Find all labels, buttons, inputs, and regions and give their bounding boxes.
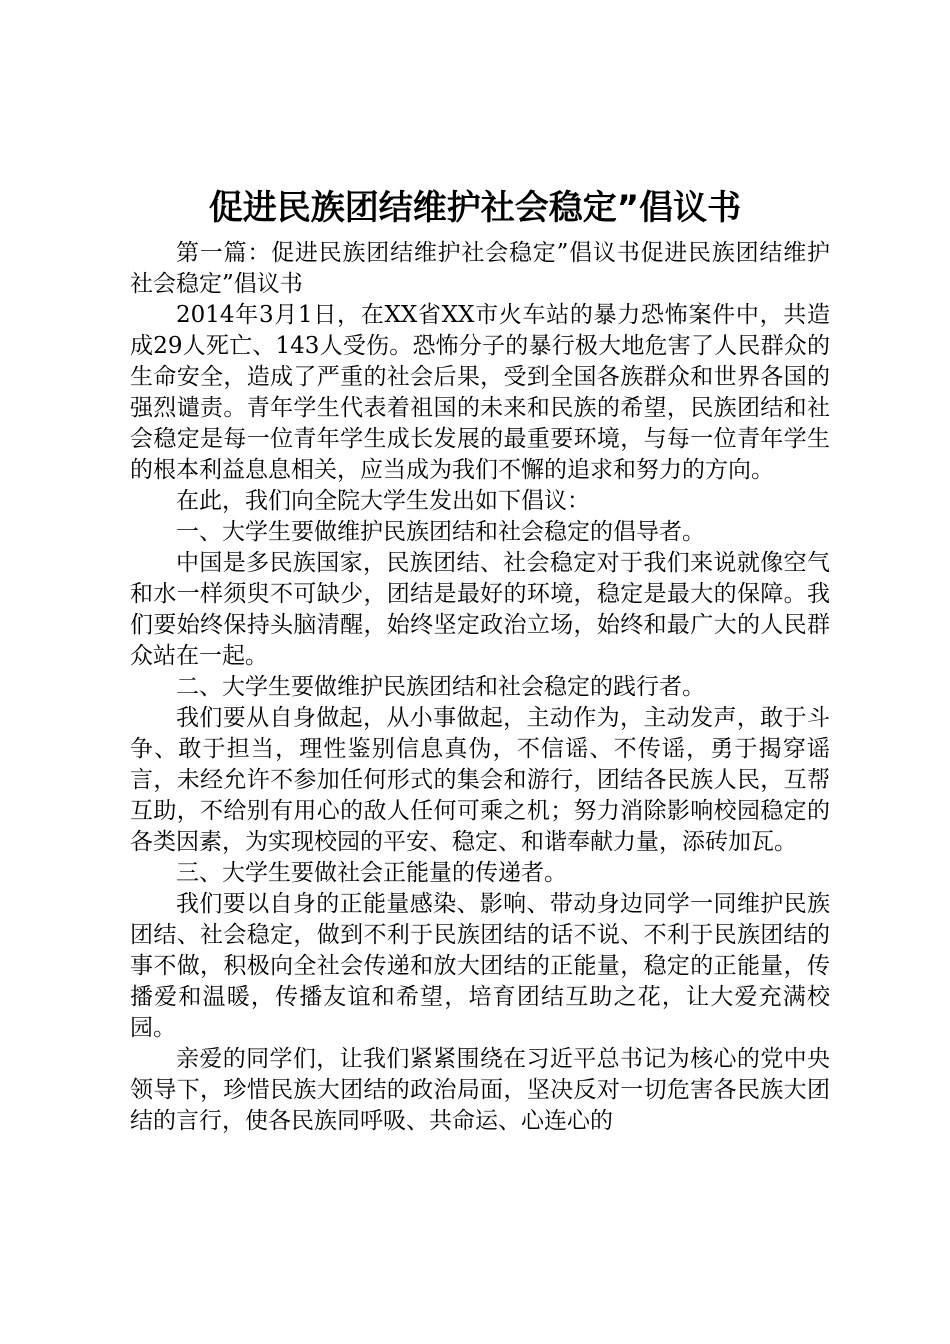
paragraph-section-2: 我们要从自身做起，从小事做起，主动作为，主动发声，敢于斗争、敢于担当，理性鉴别信息真伪，不信谣、不传谣，勇于揭穿谣言，未经允许不参加任何形式的集会和游行，团结各民族人民，互帮互助，不给别有用心的敌人任何可乘之机；努力消除影响校园稳定的各类因素，为实现校园的平安、稳定、和谐奉献力量，添砖加瓦。 <box>130 705 830 855</box>
document-title: 促进民族团结维护社会稳定”倡议书 <box>208 188 742 228</box>
section-heading-3: 三、大学生要做社会正能量的传递者。 <box>176 860 567 886</box>
paragraph-section-3: 我们要以自身的正能量感染、影响、带动身边同学一同维护民族团结、社会稳定，做到不利于民族团结的话不说、不利于民族团结的事不做，积极向全社会传递和放大团结的正能量，稳定的正能量，传播爱和温暖，传播友谊和希望，培育团结互助之花，让大爱充满校园。 <box>130 891 830 1041</box>
document-body <box>130 238 830 1137</box>
paragraph-closing: 亲爱的同学们，让我们紧紧围绕在习近平总书记为核心的党中央领导下，珍惜民族大团结的政治局面，坚决反对一切危害各民族大团结的言行，使各民族同呼吸、共命运、心连心的 <box>130 1046 830 1134</box>
section-heading-2: 二、大学生要做维护民族团结和社会稳定的践行者。 <box>176 674 705 700</box>
paragraph-proposal-intro: 在此，我们向全院大学生发出如下倡议： <box>176 488 590 514</box>
paragraph-heading-line: 第一篇：促进民族团结维护社会稳定”倡议书促进民族团结维护社会稳定”倡议书 <box>130 240 830 297</box>
paragraph-incident: 2014年3月1日，在XX省XX市火车站的暴力恐怖案件中，共造成29人死亡、143人受伤。恐怖分子的暴行极大地危害了人民群众的生命安全，造成了严重的社会后果，受到全国各族群众和世界各国的强烈谴责。青年学生代表着祖国的未来和民族的希望，民族团结和社会稳定是每一位青年学生成长发展的最重要环境，与每一位青年学生的根本利益息息相关，应当成为我们不懈的追求和努力的方向。 <box>130 302 830 483</box>
paragraph-section-1: 中国是多民族国家，民族团结、社会稳定对于我们来说就像空气和水一样须臾不可缺少，团结是最好的环境，稳定是最大的保障。我们要始终保持头脑清醒，始终坚定政治立场，始终和最广大的人民群众站在一起。 <box>130 550 830 669</box>
section-heading-1: 一、大学生要做维护民族团结和社会稳定的倡导者。 <box>176 519 705 545</box>
